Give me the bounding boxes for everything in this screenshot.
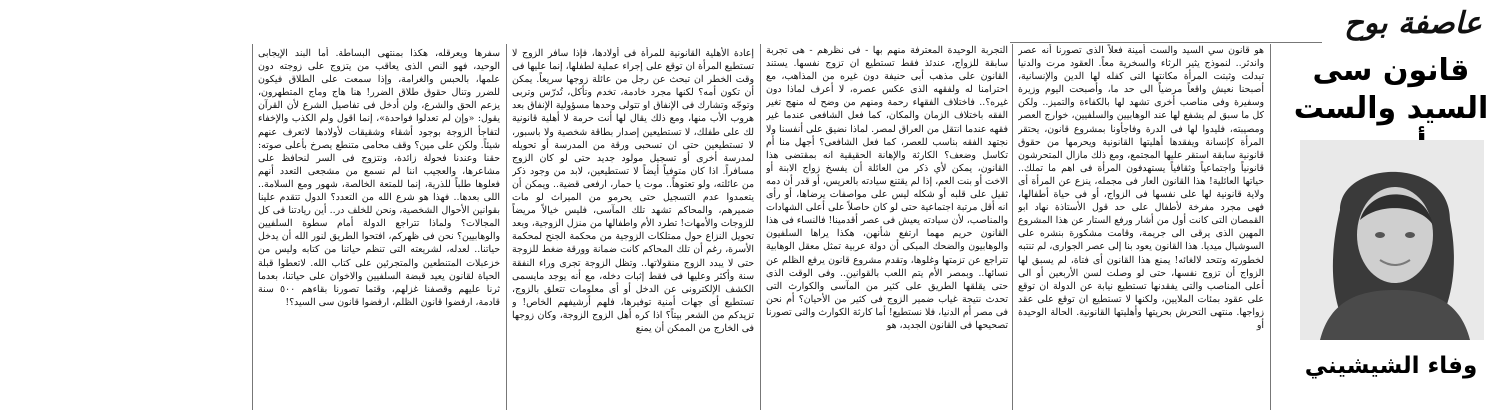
column-text: إعادة الأهلية القانونية للمرأة فى أولادها، فإذا سافر الزوج لا تستطيع المرأة ان توقع على إجراء عملية لطفلها، إنما عليها فى وقت الخطر ان تبحث عن رجل من عائلة زوجها سريعاً. يمكن أن تكون أمه؟ لكنها مجرد خادمة، تخدم وتأكل، تُدرّس وتربى وتوجّه وتشارك فى الإنفاق او تتولى وحدها مسؤولية الإنفاق بعد هروب الأب منها، ومع ذلك يقال لها أنت حرمة لا أهلية قانونية لك على طفلك، لا تستطيعين إصدار بطاقة شخصية ولا باسبور، لا تستطيعين حتى ان تسحبى ورقة من المدرسة أو تحويله لمدرسة أخرى أو تسجيل مولود جديد حتى لو كان الزوج مسافراً. اذا كان متوفياً أيضاً لا تستطيعين، لابد من وجود ذكر من عائلته، ولو تعتوهاً.. موت يا حمار، ارفعى قضية.. ويمكن أن يتعمدوا عدم التسجيل حتى يحرمو من الميراث لو مات ضميرهم، والمحاكم تشهد تلك المآسى، فليس خيالاً مريضاً للزوجات والأمهات! تطرد الأم واطفالها من منزل الزوجية، وبعد تحويل النزاع حول ممتلكات الزوجية من محكمة الجنح لمحكمة الأسرة، رغم أن تلك المحاكم كانت ضمانة وورقة ضغط للزوجة حتى لا يبدد الزوج منقولاتها.. وتظل الزوجة تجرى وراء النفقة سنة وأكثر وعليها فى فقط إثبات دخله، مع أنه يوجد مايسمى الكشف الإلكترونى عن الدخل أو أى معلومات تتعلق بالزوج، تستطيع أى جهات أمنية توفيرها، فلهم أرشيفهم الخاص! و تزيدكم من الشعر بيتاً؟ اذا كره أهل الزوج الزوجة، وكان زوجها فى الخارج من الممكن أن يمنع	[512, 48, 754, 334]
column-masthead: عاصفة بوح	[1344, 6, 1482, 41]
top-divider	[1010, 42, 1322, 43]
author-name: وفاء الشيشيني	[1304, 353, 1478, 379]
column-divider	[252, 44, 253, 410]
author-portrait-icon	[1300, 140, 1484, 340]
article-column-2	[766, 44, 1008, 410]
article-headline: قانون سى السيد والست	[1293, 53, 1489, 126]
article-column-4	[258, 47, 500, 409]
column-divider	[1012, 44, 1013, 410]
article-column-1	[1018, 44, 1264, 410]
author-photo	[1300, 140, 1484, 340]
column-text: التجربة الوحيدة المعترفة منهم بها - فى نظرهم - هى تجربة سابقة للزواج، عندئذ فقط تستطيع ان تزوج نفسها. يستند القانون على مذهب أبى حنيفة دون غيره من المذاهب، مع احترامنا له ولفقهه الذى عكس عصره، لا أعرف لماذا دون غيره؟.. فاختلاف الفقهاء رحمة ومنهم من وضح له منهج تغير الفقه باختلاف الزمان والمكان، كما فعل الشافعى عندما غير فقهه عندما انتقل من العراق لمصر. لماذا نضيق على أنفسنا ولا نجتهد الفقه بناسب للعصر، كما فعل الشافعى؟ أجهل منا أم تكاسل وضعف؟ الكارثة والإهانة الحقيقية انه بمقتضى هذا القانون، يمكن لأي ذكر من العائلة أن يفسخ زواج الابنة أو الاخت أو بنت العم، إذا لم يقتنع سيادته بالعريس، أو قدر أن دمه ثقيل على قلبه أو شكله ليس على مواصفات يرضاها، أو رأى انه أقل مرتبة اجتماعية حتى لو كان حاصلاً على أعلى الشهادات والمناصب، لأن سيادته يعيش فى عصر أقدمينا! فالنساء فى هذا القانون حريم مهما ارتفع شأنهن، هكذا يراها السلفيون والوهابيون والضحك المبكى أن دولة عربية تمثل معقل الوهابية تتراجع عن تزمتها وغلوها، وتقدم مشروع قانون يرفع الظلم عن نسائها.. وبمصر الأم يتم اللعب بالقوانين.. وفى الوقت الذى حتى يقلقها الطريق على كثير من المآسى والكوارث التى تحدث نتيجة غياب ضمير الزوج فى كثير من الأحيان؟ أم نحن فى مصر أم الدنيا، فلا نستطيع! أما كارثة الكوارث والتى تصورنا تصحيحها فى القانون الجديد، هو	[766, 45, 1008, 331]
article-column-3	[512, 47, 754, 409]
column-text: سفرها ويعرقله، هكذا بمنتهى البساطة. أما البند الإيجابى الوحيد، فهو النص الذى يعاقب من يتزوج على زوجته دون علمها، بالحبس والغرامة، وإذا سمعت على الطلاق فيكون للضرر وتنال حقوق طلاق الضرر! هنا هاج وماج المتطهرون، يزعم الحق والشرع، ولن أدخل فى تفاصيل الشرع لأن القرآن يقول: «وإن لم تعدلوا فواحدة»، إنما اقول ولم الكذب والإخفاء لتفاجأ الزوجة بوجود أشقاء وشقيقات لأولادها لاتعرف عنهم شيئاً. ولكن على مين؟ وقف محامى متنطع يصرخ بأعلى صوته: حقنا وعندنا فحولة زائدة، ونتزوج فى السر لنحافظ على مشاعرها، والعجيب اننا لم نسمع من مشجعى التعدد أنهم فعلوها طلباً للذرية، إنما للمتعة الخالصة، شهور ومع السلامة.. اللى بعدها.. فهذا هو شرع الله من التعدد؟ الدول تتقدم علينا بقوانين الأحوال الشخصية، ونحن للخلف در.. أين ريادتنا فى كل المجالات؟ ولماذا تتراجع الدولة أمام سطوة السلفيين والوهابيين؟ نحن فى ظهركم، افتحوا الطريق لنور الله أن يدخل حياتنا.. لعدله، لشريعته التى تنظم حياتنا من كتابه وليس من خزعبلات المتنطعين والمتجرئين على كتاب الله. لاتعطوا قبلة الحياة لقانون يعيد قبضة السلفيين والاخوان على حياتنا، بعدما ثرنا عليهم وقصفنا غزلهم، وقتما تصورنا بقاءهم ٥٠٠ سنة قادمة، ارفضوا قانون الظلم، ارفضوا قانون سى السيد؟!	[258, 48, 500, 308]
article-column-5	[5, 47, 247, 409]
column-divider	[506, 44, 507, 410]
column-divider	[1270, 44, 1271, 410]
column-divider	[760, 44, 761, 410]
column-text: هو قانون سي السيد والست أمينة فعلاً الذى تصورنا أنه عصر واندثر.. لنموذج يثير الرثاء والسخرية معاً. العقود مرت والدنيا تبدلت وثبتت المرأة مكانتها التى كفله لها الدين والإنسانية، أصبحنا نعيش واقعاً مرضياً الى حد ما، وأصبحت اليوم وزيرة وسفيرة وفى مناصب أخرى تشهد لها بالكفاءة والتميز.. ولكن كل ما سبق لم يشفع لها عند الوهابيين والسلفيين، خوارج العصر ومصيبته، فليدوا لها فى الدرة وفاجأونا بمشروع قانون، يحتقر المرأة كإنسانة ويفقدها أهليتها القانونية ويحرمها من حقوق قانونية سابقة استقر عليها المجتمع، ومع ذلك مازال المتحرشون قانونياً واجتماعياً وثقافياً يستهدفون المرأة فى اهم ما تملك.. حياتها العائلية! هذا القانون العار فى مجمله، ينزع عن المرأة أى ولاية قانونية لها على نفسها فى الزواج، أو فى حياة أطفالها، فهى مجرد مفرخة لأطفال على حد قول الأستاذة نهاد ابو القمصان التى كانت أول من أشار ورفع الستار عن هذا المشروع المهين الذى يرقى الى جريمة، وقامت مشكورة بنشره على السوشيال ميديا. هذا القانون يعود بنا إلى عصر الجوارى، لم تنتبه لخطورته وتتحد لالغائه! يمنع هذا القانون أى فتاة، لم يسبق لها الزواج أن تزوج نفسها، حتى لو وصلت لسن الأربعين أو الى أعلى المناصب والتى يفقدنها تستطيع نيابة عن الدولة ان توقع على عقود بمئات الملايين، ولكنها لا تستطيع ان توقع على عقد زواجها. منتهى التحرش بحريتها وأهليتها القانونية. الحالة الوحيدة أو	[1018, 45, 1264, 331]
